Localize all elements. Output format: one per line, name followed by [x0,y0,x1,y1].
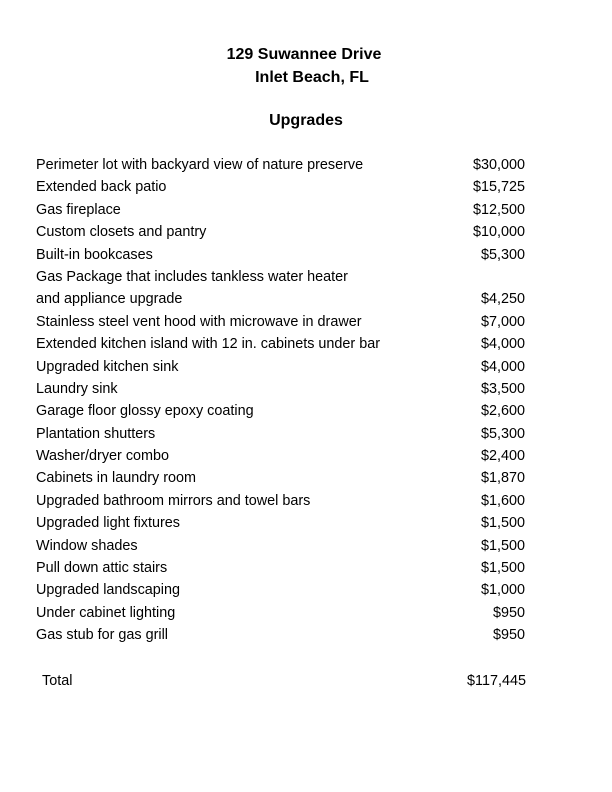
list-item [36,512,526,534]
item-description: Upgraded landscaping [36,582,181,599]
item-amount: $4,000 [480,336,525,353]
list-item [36,199,526,221]
item-amount: $5,300 [480,246,525,263]
item-amount: $30,000 [472,157,525,173]
item-description: Built-in bookcases [36,246,153,263]
item-amount: $1,500 [480,515,525,532]
list-item [36,288,526,310]
item-amount: $12,500 [472,201,525,218]
item-amount: $4,250 [480,291,525,308]
list-item [36,378,526,400]
item-description: Gas Package that includes tankless water heater [36,268,348,285]
item-description: Gas stub for gas grill [36,627,168,644]
item-amount: $1,600 [480,492,525,509]
item-description: Stainless steel vent hood with microwave in drawer [36,313,362,330]
list-item [36,311,526,333]
list-item [36,602,526,624]
list-item [36,557,526,579]
item-description: Perimeter lot with backyard view of nature preserve [36,157,364,173]
list-item [36,445,526,467]
item-description: Pull down attic stairs [36,560,168,577]
list-item [36,423,526,445]
item-description: Garage floor glossy epoxy coating [36,403,254,420]
list-item [36,490,526,512]
item-description: Upgraded kitchen sink [36,358,179,375]
list-item [36,244,526,266]
list-item [36,154,526,176]
item-description: Under cabinet lighting [36,604,176,621]
item-amount: $1,000 [480,582,525,599]
item-amount: $4,000 [480,358,525,375]
list-item [36,356,526,378]
list-item [36,579,526,601]
list-item [36,266,526,288]
item-amount: $950 [492,627,525,644]
item-amount: $15,725 [472,179,525,196]
list-item [36,535,526,557]
list-item [36,221,526,243]
item-amount: $1,870 [480,470,525,487]
item-amount: $10,000 [472,224,525,241]
item-description: and appliance upgrade [36,291,183,308]
item-description: Upgraded light fixtures [36,515,180,532]
item-description: Washer/dryer combo [36,448,170,465]
total-row [42,670,526,692]
list-item [36,176,526,198]
item-amount: $7,000 [480,313,525,330]
section-title: Upgrades [269,112,343,129]
list-item [36,467,526,489]
item-description: Custom closets and pantry [36,224,207,241]
list-item [36,333,526,355]
total-label: Total [42,673,73,689]
item-description: Plantation shutters [36,425,156,442]
item-description: Window shades [36,537,138,554]
item-description: Extended kitchen island with 12 in. cabinets under bar [36,336,380,353]
item-amount: $950 [492,604,525,621]
total-amount: $117,445 [467,673,526,689]
item-description: Gas fireplace [36,201,121,218]
item-description: Laundry sink [36,380,118,397]
item-amount: $2,400 [480,448,525,465]
item-description: Upgraded bathroom mirrors and towel bars [36,492,311,509]
item-description: Cabinets in laundry room [36,470,196,487]
address-line-1: 129 Suwannee Drive [226,46,382,63]
item-amount: $3,500 [480,380,525,397]
item-amount: $1,500 [480,537,525,554]
upgrades-list [36,154,526,647]
list-item [36,400,526,422]
item-amount [525,266,526,288]
item-amount: $2,600 [480,403,525,420]
list-item [36,624,526,646]
item-description: Extended back patio [36,179,167,196]
item-amount: $5,300 [480,425,525,442]
address-line-2: Inlet Beach, FL [255,69,369,86]
item-amount: $1,500 [480,560,525,577]
